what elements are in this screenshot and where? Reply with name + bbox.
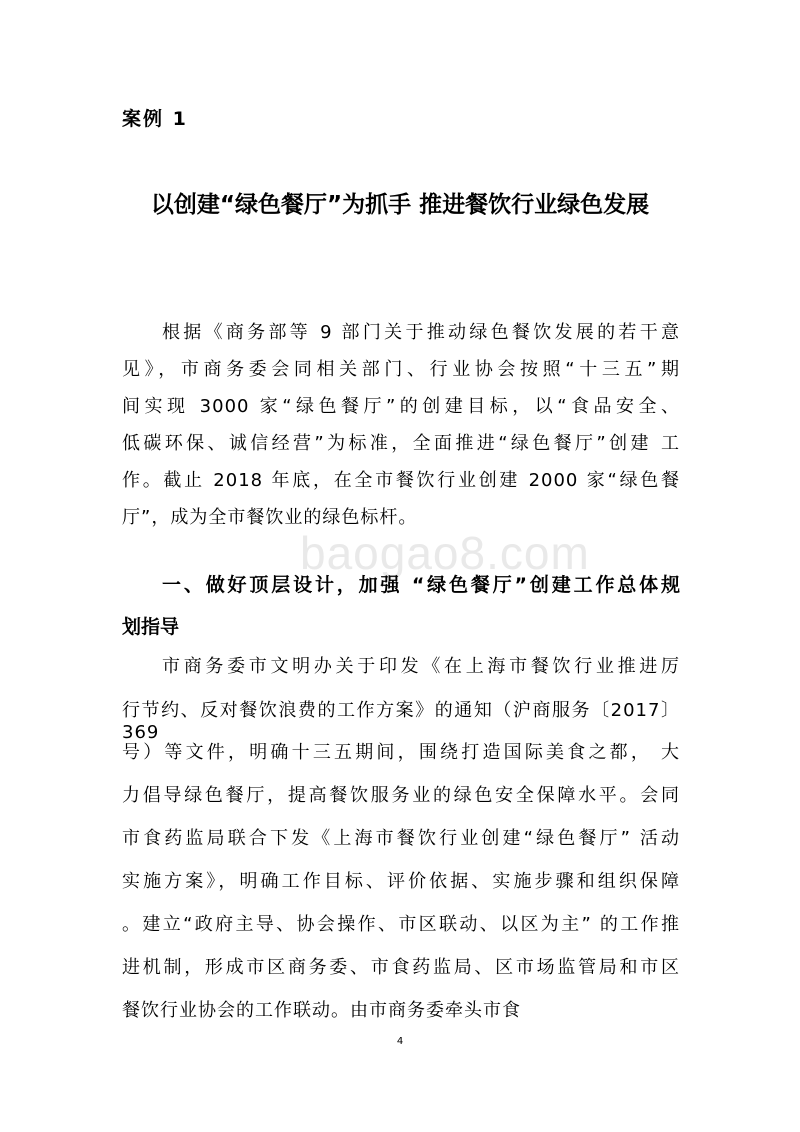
- paragraph-2-line-3: 号）等文件，明确十三五期间，围绕打造国际美食之都， 大: [122, 742, 680, 763]
- section-1-heading-line-2: 划指导: [122, 616, 180, 638]
- paragraph-1-line-4: 低碳环保、诚信经营”为标准，全面推进“绿色餐厅”创建 工: [122, 433, 680, 454]
- paragraph-1-line-3: 间实现 3000 家“绿色餐厅”的创建目标，以“食品安全、: [122, 396, 680, 417]
- section-1-heading-line-1: 一、做好顶层设计，加强 “绿色餐厅”创建工作总体规: [162, 574, 680, 596]
- paragraph-1-line-1: 根据《商务部等 9 部门关于推动绿色餐饮发展的若干意: [162, 322, 680, 343]
- watermark: baogao8.com: [300, 527, 590, 579]
- paragraph-2-line-5: 市食药监局联合下发《上海市餐饮行业创建“绿色餐厅” 活动: [122, 828, 680, 849]
- paragraph-1-line-2: 见》，市商务委会同相关部门、行业协会按照“十三五”期: [122, 359, 680, 380]
- paragraph-2-line-4: 力倡导绿色餐厅，提高餐饮服务业的绿色安全保障水平。会同: [122, 785, 680, 806]
- paragraph-2-line-7: 。建立“政府主导、协会操作、市区联动、以区为主” 的工作推: [122, 914, 680, 935]
- paragraph-1-line-6: 厅”，成为全市餐饮业的绿色标杆。: [122, 507, 418, 528]
- case-label: 案例 1: [122, 108, 188, 130]
- document-title: 以创建“绿色餐厅”为抓手 推进餐饮行业绿色发展: [150, 192, 650, 218]
- paragraph-1-line-5: 作。截止 2018 年底，在全市餐饮行业创建 2000 家“绿色餐: [122, 470, 680, 491]
- paragraph-2-line-2: 行节约、反对餐饮浪费的工作方案》的通知（沪商服务〔2017〕369: [122, 700, 680, 743]
- page-number: 4: [396, 1036, 404, 1047]
- paragraph-2-line-8: 进机制，形成市区商务委、市食药监局、区市场监管局和市区: [122, 957, 680, 978]
- paragraph-2-line-6: 实施方案》，明确工作目标、评价依据、实施步骤和组织保障: [122, 871, 680, 892]
- paragraph-2-line-1: 市商务委市文明办关于印发《在上海市餐饮行业推进厉: [162, 656, 680, 677]
- paragraph-2-line-9: 餐饮行业协会的工作联动。由市商务委牵头市食: [122, 1000, 521, 1021]
